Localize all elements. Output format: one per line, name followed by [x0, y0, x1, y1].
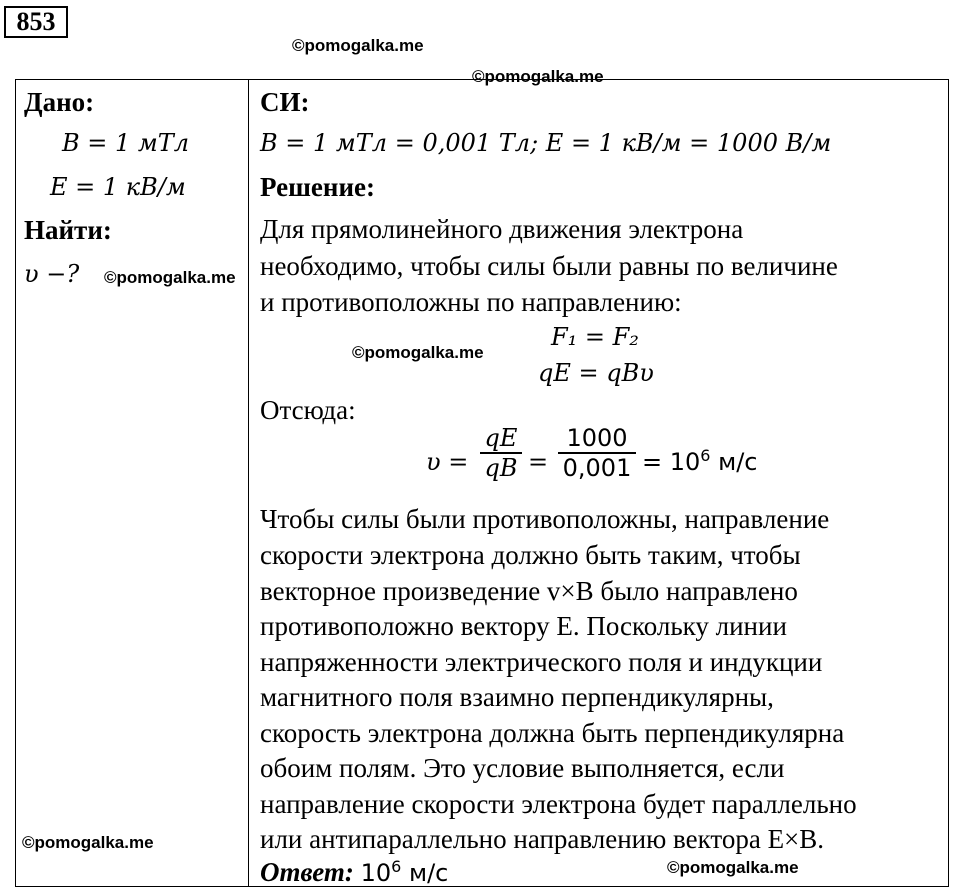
explanation-line: векторное произведение v×B было направлено [260, 576, 798, 606]
watermark: ©pomogalka.me [292, 36, 424, 55]
fraction-denominator: qB [484, 454, 518, 482]
watermark: ©pomogalka.me [22, 833, 154, 852]
explanation-line: скорости электрона должно быть таким, чтобы [260, 540, 801, 570]
intro-line: необходимо, чтобы силы были равны по величине [260, 251, 838, 281]
fraction-denominator: 0,001 [562, 454, 632, 482]
explanation-line: Чтобы силы были противоположны, направление [260, 504, 830, 534]
watermark: ©pomogalka.me [352, 343, 484, 362]
si-heading: СИ: [260, 87, 310, 117]
explanation-line: обоим полям. Это условие выполняется, если [260, 753, 785, 783]
formula-fraction-2 [558, 424, 636, 482]
explanation-line: напряженности электрического поля и индукции [260, 647, 823, 677]
explanation-line: направление скорости электрона будет параллельно [260, 789, 857, 819]
answer [260, 856, 448, 889]
column-divider [248, 79, 249, 887]
given-e: E = 1 кВ/м [50, 173, 186, 201]
fraction-numerator: qE [480, 424, 522, 454]
equation-forces: F₁ = F₂ [551, 323, 639, 351]
formula-lhs: υ = [426, 448, 469, 476]
answer-label: Ответ: [260, 857, 354, 887]
explanation-line: противоположно вектору E. Поскольку линии [260, 611, 787, 641]
formula-rhs: = $10^6$ м/с [642, 446, 758, 476]
si-line: B = 1 мТл = 0,001 Тл; E = 1 кВ/м = 1000 В/м [260, 129, 832, 157]
hence-label: Отсюда: [260, 395, 356, 425]
formula-eq: = [528, 448, 549, 476]
explanation-line: магнитного поля взаимно перпендикулярны, [260, 682, 774, 712]
watermark: ©pomogalka.me [667, 858, 799, 877]
explanation-line: или антипараллельно направлению вектора E×B. [260, 824, 825, 854]
answer-value: $10^6$ м/с [360, 857, 449, 887]
formula-fraction-1 [480, 424, 522, 482]
problem-number: 853 [4, 6, 68, 38]
watermark: ©pomogalka.me [104, 268, 236, 287]
find-value: υ −? [24, 260, 80, 288]
intro-line: и противоположны по направлению: [260, 287, 682, 317]
equation-qe: qE = qBυ [538, 359, 654, 387]
intro-line: Для прямолинейного движения электрона [260, 214, 744, 244]
explanation-line: скорость электрона должна быть перпендикулярна [260, 718, 845, 748]
watermark: ©pomogalka.me [472, 67, 604, 86]
solution-heading: Решение: [260, 172, 375, 202]
given-heading: Дано: [24, 87, 95, 117]
given-b: B = 1 мТл [62, 129, 190, 157]
fraction-numerator: 1000 [558, 424, 636, 454]
find-heading: Найти: [24, 215, 112, 245]
